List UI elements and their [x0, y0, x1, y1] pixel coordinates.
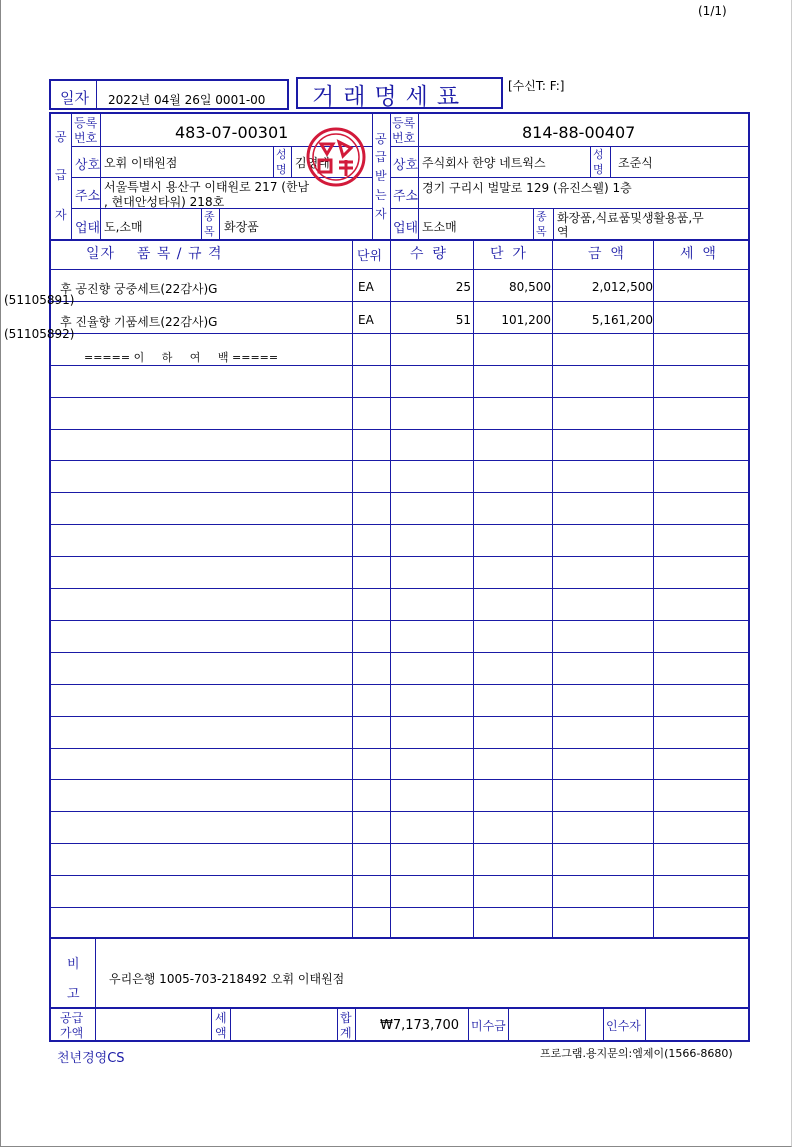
supplier-reg-no: 483-07-00301 — [175, 123, 289, 142]
remarks-label-1: 비 — [67, 957, 80, 972]
row2-amount: 5,161,200 — [591, 313, 653, 327]
end-marker: ===== 이 하 여 백 ===== — [84, 351, 279, 364]
grid-hline — [50, 716, 749, 717]
grid-hline — [50, 460, 749, 461]
supplier-company: 오휘 이태원점 — [104, 156, 178, 170]
col-header-amount: 금 액 — [588, 246, 624, 262]
remarks-label-2: 고 — [67, 987, 80, 1002]
row1-code: (51105891) — [4, 293, 75, 307]
grid-hline — [50, 620, 749, 621]
receiver-biz-item-line1: 화장품,식료품및생활용품,무 — [557, 211, 704, 225]
receiver-company-label: 상호 — [393, 158, 419, 173]
supplier-biz-item: 화장품 — [224, 220, 259, 234]
tax-label-2: 액 — [215, 1026, 227, 1040]
supplier-biz-type: 도,소매 — [104, 220, 143, 234]
grid-hline — [50, 684, 749, 685]
date-label: 일자 — [60, 89, 89, 107]
supplier-company-label: 상호 — [75, 158, 101, 173]
receiver-side-label-3: 받 — [375, 169, 387, 183]
receiver-address-label: 주소 — [393, 189, 419, 204]
grid-hline — [50, 811, 749, 812]
receiver-side-label-2: 급 — [375, 150, 387, 164]
row2-qty: 51 — [455, 313, 471, 327]
grid-vline — [390, 240, 391, 938]
row2-code: (51105892) — [4, 327, 75, 341]
supplier-address-label: 주소 — [75, 189, 101, 204]
row2-unit: EA — [358, 313, 374, 327]
document-title: 거래명세표 — [312, 84, 469, 110]
row1-qty: 25 — [455, 280, 471, 294]
receiver-reg-no: 814-88-00407 — [522, 123, 636, 142]
receiver-biz-type-label: 업태 — [393, 221, 419, 236]
receiver-biz-type: 도소매 — [422, 220, 457, 234]
supplier-name: 김영태 — [295, 156, 330, 170]
supplier-side-label-1: 공 — [55, 130, 67, 144]
tax-label-1: 세 — [215, 1011, 227, 1025]
supplier-address-line2: , 현대안성타워) 218호 — [104, 195, 225, 209]
footer-contact: 프로그램.용지문의:엠제이(1566-8680) — [540, 1047, 733, 1060]
receiver-reg-label-1: 등록 — [392, 116, 416, 130]
seal-stamp-icon — [303, 126, 369, 188]
col-header-item: 일자 품 목 / 규 격 — [86, 246, 223, 262]
grid-hline — [50, 588, 749, 589]
supplier-reg-label-1: 등록 — [74, 116, 98, 130]
grid-hline — [50, 269, 749, 270]
supplier-biz-item-label-1: 종 — [204, 210, 215, 223]
receiver-biz-item-line2: 역 — [557, 225, 569, 239]
date-value: 2022년 04월 26일 0001-00 — [108, 93, 266, 107]
footer-brand: 천년경영CS — [57, 1051, 125, 1066]
total-value: ₩7,173,700 — [380, 1018, 460, 1033]
supplier-reg-label-2: 번호 — [74, 131, 98, 145]
total-label-1: 합 — [340, 1011, 352, 1025]
grid-hline — [50, 748, 749, 749]
grid-hline — [50, 556, 749, 557]
grid-vline — [352, 240, 353, 938]
col-header-price: 단 가 — [490, 246, 526, 262]
receiver-company: 주식회사 한양 네트웍스 — [422, 156, 546, 170]
grid-hline — [50, 907, 749, 908]
receiver-side-label-5: 자 — [375, 207, 387, 221]
page-indicator: (1/1) — [698, 4, 727, 18]
receiver-side-label-4: 는 — [375, 188, 387, 202]
col-header-tax: 세 액 — [680, 246, 716, 262]
grid-hline — [50, 652, 749, 653]
row1-item: 후 공진향 궁중세트(22감사)G — [60, 282, 218, 296]
grid-hline — [50, 779, 749, 780]
grid-hline — [50, 492, 749, 493]
receiver-side-label-1: 공 — [375, 132, 387, 146]
col-header-unit: 단위 — [357, 249, 383, 264]
supplier-biz-item-label-2: 목 — [204, 225, 215, 238]
receiver-sign-label: 인수자 — [606, 1019, 641, 1033]
receiver-biz-item-label-2: 목 — [536, 225, 547, 238]
row1-unit: EA — [358, 280, 374, 294]
receiver-name-label-2: 명 — [593, 163, 604, 176]
supplier-biz-type-label: 업태 — [75, 221, 101, 236]
grid-vline — [653, 240, 654, 938]
supply-label-2: 가액 — [60, 1026, 84, 1040]
grid-hline — [50, 524, 749, 525]
receiver-name-label-1: 성 — [593, 148, 604, 161]
receiver-name: 조준식 — [618, 156, 653, 170]
grid-hline — [50, 429, 749, 430]
grid-hline — [50, 397, 749, 398]
grid-vline — [473, 240, 474, 938]
total-label-2: 계 — [340, 1026, 352, 1040]
supplier-name-label-1: 성 — [276, 148, 287, 161]
unpaid-label: 미수금 — [471, 1019, 506, 1033]
receiver-address: 경기 구리시 벌말로 129 (유진스웰) 1층 — [422, 181, 632, 195]
receiver-reg-label-2: 번호 — [392, 131, 416, 145]
supplier-side-label-2: 급 — [55, 168, 67, 182]
grid-vline — [552, 240, 553, 938]
row1-amount: 2,012,500 — [591, 280, 653, 294]
row1-price: 80,500 — [509, 280, 551, 294]
grid-hline — [50, 843, 749, 844]
supplier-address-line1: 서울특별시 용산구 이태원로 217 (한남 — [104, 180, 310, 194]
grid-hline — [50, 333, 749, 334]
receiver-biz-item-label-1: 종 — [536, 210, 547, 223]
row2-item: 후 진율향 기품세트(22감사)G — [60, 315, 218, 329]
col-header-qty: 수 량 — [410, 246, 446, 262]
supplier-side-label-3: 자 — [55, 208, 67, 222]
supplier-name-label-2: 명 — [276, 163, 287, 176]
recipient-tf: [수신T: F:] — [508, 79, 565, 93]
supply-label-1: 공급 — [60, 1011, 84, 1025]
grid-hline — [50, 875, 749, 876]
grid-hline — [50, 301, 749, 302]
remarks-text: 우리은행 1005-703-218492 오휘 이태원점 — [109, 972, 345, 986]
row2-price: 101,200 — [501, 313, 551, 327]
grid-hline — [50, 365, 749, 366]
